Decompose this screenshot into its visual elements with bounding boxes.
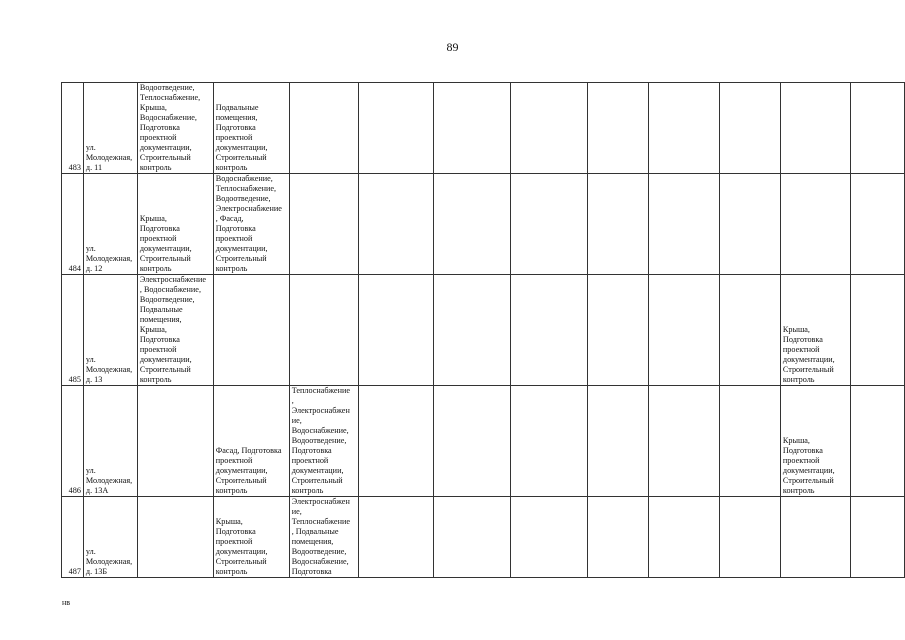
works-cell: Крыша, Подготовка проектной документации, Строительный контроль	[213, 497, 289, 578]
empty-cell	[648, 174, 719, 275]
address-cell: ул. Молодежная, д. 13	[83, 275, 137, 386]
works-cell	[780, 174, 850, 275]
works-cell: Фасад, Подготовка проектной документации, Строительный контроль	[213, 386, 289, 497]
works-schedule-table	[61, 82, 905, 578]
empty-cell	[358, 174, 434, 275]
works-cell: Крыша, Подготовка проектной документации, Строительный контроль	[137, 174, 213, 275]
works-cell	[289, 83, 358, 174]
row-number: 484	[62, 174, 84, 275]
empty-cell	[648, 386, 719, 497]
empty-cell	[648, 497, 719, 578]
works-cell: Водоотведение, Теплоснабжение, Крыша, Водоснабжение, Подготовка проектной документации, Строительный контроль	[137, 83, 213, 174]
empty-cell	[719, 275, 780, 386]
empty-cell	[434, 497, 511, 578]
empty-cell	[850, 174, 904, 275]
address-cell: ул. Молодежная, д. 11	[83, 83, 137, 174]
works-cell	[213, 275, 289, 386]
empty-cell	[587, 174, 648, 275]
empty-cell	[587, 83, 648, 174]
address-cell: ул. Молодежная, д. 13Б	[83, 497, 137, 578]
row-number: 485	[62, 275, 84, 386]
works-cell	[780, 497, 850, 578]
works-cell: Водоснабжение, Теплоснабжение, Водоотведение, Электроснабжение , Фасад, Подготовка проектной документации, Строительный контроль	[213, 174, 289, 275]
works-cell: Электроснабжен ие, Теплоснабжение , Подвальные помещения, Водоотведение, Водоснабжение, Подготовка	[289, 497, 358, 578]
empty-cell	[587, 497, 648, 578]
footer-text: нв	[62, 598, 71, 607]
empty-cell	[511, 174, 588, 275]
empty-cell	[358, 83, 434, 174]
empty-cell	[719, 83, 780, 174]
empty-cell	[434, 83, 511, 174]
empty-cell	[850, 497, 904, 578]
table-row	[62, 497, 905, 578]
empty-cell	[358, 275, 434, 386]
row-number: 483	[62, 83, 84, 174]
works-cell	[289, 275, 358, 386]
table-row	[62, 174, 905, 275]
empty-cell	[719, 386, 780, 497]
works-cell: Электроснабжение , Водоснабжение, Водоотведение, Подвальные помещения, Крыша, Подготовка проектной документации, Строительный контроль	[137, 275, 213, 386]
empty-cell	[719, 497, 780, 578]
empty-cell	[587, 386, 648, 497]
works-cell: Крыша, Подготовка проектной документации, Строительный контроль	[780, 386, 850, 497]
empty-cell	[648, 275, 719, 386]
works-cell	[137, 386, 213, 497]
empty-cell	[358, 497, 434, 578]
empty-cell	[587, 275, 648, 386]
address-cell: ул. Молодежная, д. 13А	[83, 386, 137, 497]
empty-cell	[434, 386, 511, 497]
table-row	[62, 275, 905, 386]
empty-cell	[511, 497, 588, 578]
empty-cell	[719, 174, 780, 275]
works-cell	[289, 174, 358, 275]
works-cell: Крыша, Подготовка проектной документации, Строительный контроль	[780, 275, 850, 386]
works-cell: Подвальные помещения, Подготовка проектной документации, Строительный контроль	[213, 83, 289, 174]
empty-cell	[434, 174, 511, 275]
page-number: 89	[446, 40, 459, 54]
empty-cell	[511, 83, 588, 174]
empty-cell	[850, 386, 904, 497]
address-cell: ул. Молодежная, д. 12	[83, 174, 137, 275]
empty-cell	[511, 275, 588, 386]
table-row	[62, 83, 905, 174]
row-number: 487	[62, 497, 84, 578]
empty-cell	[850, 83, 904, 174]
table-row	[62, 386, 905, 497]
empty-cell	[648, 83, 719, 174]
works-cell	[137, 497, 213, 578]
works-cell: Теплоснабжение , Электроснабжен ие, Водоснабжение, Водоотведение, Подготовка проектной документации, Строительный контроль	[289, 386, 358, 497]
row-number: 486	[62, 386, 84, 497]
empty-cell	[511, 386, 588, 497]
works-cell	[780, 83, 850, 174]
empty-cell	[358, 386, 434, 497]
empty-cell	[434, 275, 511, 386]
empty-cell	[850, 275, 904, 386]
